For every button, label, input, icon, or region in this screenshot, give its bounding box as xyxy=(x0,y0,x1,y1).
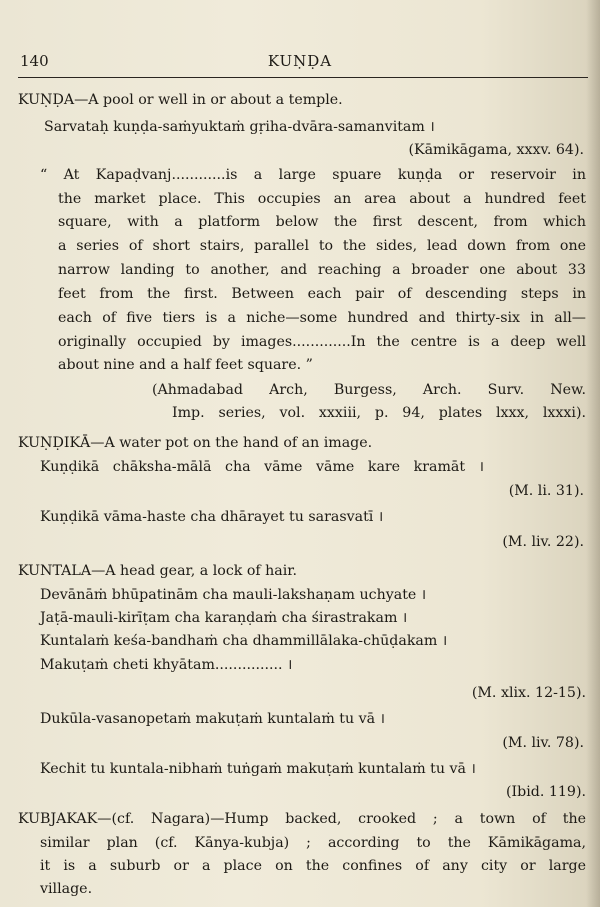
text-line: KUBJAKAK—(cf. Nagara)—Hump backed, crooked ; a town of the xyxy=(18,811,586,827)
text-line: “ At Kapaḍvanj............is a large spuare kuṇḍa or reservoir in xyxy=(40,167,586,183)
text-line: Makuṭaṁ cheti khyātam............... । xyxy=(40,657,293,673)
text-line: (Kāmikāgama, xxxv. 64). xyxy=(408,142,584,158)
text-line: (M. liv. 78). xyxy=(502,735,584,751)
text-line: the market place. This occupies an area about a hundred feet xyxy=(58,191,586,207)
text-line: KUṆḌA—A pool or well in or about a temple. xyxy=(18,92,343,108)
text-line: Sarvataḥ kuṇḍa-saṁyuktaṁ gṛiha-dvāra-samanvitam । xyxy=(44,119,435,135)
text-line: Jaṭā-mauli-kirīṭam cha karaṇḍaṁ cha śirastrakam । xyxy=(40,610,408,626)
text-line: about nine and a half feet square. ” xyxy=(58,357,313,373)
text-line: Devānāṁ bhūpatinām cha mauli-lakshaṇam uchyate । xyxy=(40,587,427,603)
text-line: it is a suburb or a place on the confines of any city or large xyxy=(40,858,586,874)
text-line: Kuntalaṁ keśa-bandhaṁ cha dhammillālaka-chūḍakam । xyxy=(40,633,448,649)
text-line: Imp. series, vol. xxxiii, p. 94, plates lxxx, lxxxi). xyxy=(172,405,586,421)
text-line: originally occupied by images.............In the centre is a deep well xyxy=(58,334,586,350)
text-line: (Ahmadabad Arch, Burgess, Arch. Surv. New. xyxy=(152,382,586,398)
page-edge-shadow xyxy=(586,0,600,907)
text-line: Dukūla-vasanopetaṁ makuṭaṁ kuntalaṁ tu vā । xyxy=(40,711,385,727)
text-line: square, with a platform below the first descent, from which xyxy=(58,214,586,230)
text-line: KUNTALA—A head gear, a lock of hair. xyxy=(18,563,298,579)
text-line: a series of short stairs, parallel to the sides, lead down from one xyxy=(58,238,586,254)
text-line: similar plan (cf. Kānya-kubja) ; according to the Kāmikāgama, xyxy=(40,835,586,851)
text-line: (M. xlix. 12-15). xyxy=(471,685,586,701)
text-line: KUṆḌIKĀ—A water pot on the hand of an image. xyxy=(18,435,373,451)
running-head: KUṆḌA xyxy=(267,52,333,70)
header-rule xyxy=(18,77,588,78)
page-header xyxy=(0,46,600,76)
text-line: Kuṇḍikā chāksha-mālā cha vāme vāme kare kramāt । xyxy=(40,459,484,475)
text-line: (M. li. 31). xyxy=(508,483,584,499)
text-line: (Ibid. 119). xyxy=(506,784,586,800)
text-line: village. xyxy=(40,881,93,897)
text-line: Kechit tu kuntala-nibhaṁ tuṅgaṁ makuṭaṁ kuntalaṁ tu vā । xyxy=(40,761,476,777)
text-line: narrow landing to another, and reaching a broader one about 33 xyxy=(58,262,586,278)
text-line: feet from the first. Between each pair of descending steps in xyxy=(58,286,586,302)
page-number: 140 xyxy=(20,52,49,70)
text-line: Kuṇḍikā vāma-haste cha dhārayet tu sarasvatī । xyxy=(40,509,384,525)
text-line: (M. liv. 22). xyxy=(502,534,584,550)
text-line: each of five tiers is a niche—some hundred and thirty-six in all— xyxy=(58,310,586,326)
